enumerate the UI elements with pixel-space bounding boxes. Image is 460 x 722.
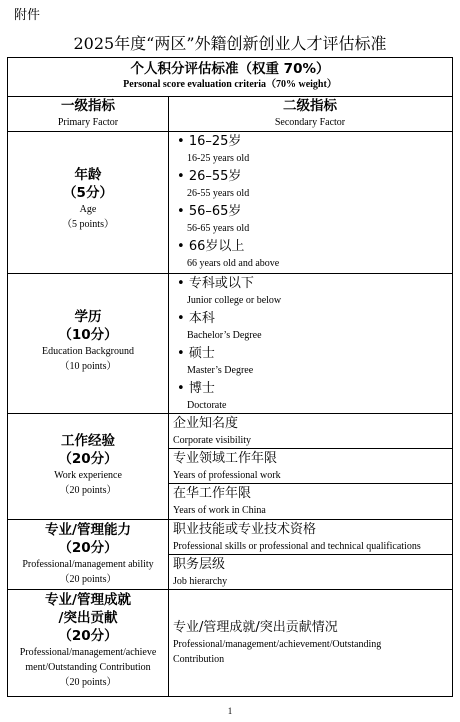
row-divider	[8, 589, 452, 590]
column-header-primary-en: Primary Factor	[57, 117, 119, 128]
item-label: 博士	[188, 381, 215, 396]
factor-name-zh: 工作经验	[61, 433, 115, 449]
factor-name-en: Work experience	[54, 470, 122, 481]
factor-points-en: （20 points）	[59, 485, 117, 496]
list-item-zh: • 本科	[177, 311, 215, 326]
subrow-divider	[168, 554, 452, 555]
list-item-en: Master’s Degree	[187, 365, 254, 376]
column-header-secondary-en: Secondary Factor	[274, 117, 346, 128]
factor-name-en: Education Background	[42, 346, 134, 357]
factor-name-en: Age	[79, 204, 97, 215]
secondary-item-en: Contribution	[173, 654, 225, 665]
row-divider	[8, 519, 452, 520]
list-item-zh: • 56–65岁	[177, 204, 242, 219]
item-label: 56–65岁	[188, 204, 242, 219]
list-item-zh: • 硕士	[177, 346, 215, 361]
factor-points-en: （10 points）	[59, 361, 117, 372]
factor-points-zh: （20分）	[58, 628, 118, 644]
item-label: 本科	[188, 311, 215, 326]
attachment-label: 附件	[14, 8, 41, 23]
factor-name-en: Professional/management ability	[22, 559, 154, 570]
table-header-en: Personal score evaluation criteria（70% weight）	[123, 79, 337, 90]
factor-name-zh: /突出贡献	[58, 610, 118, 626]
secondary-item-zh: 专业领域工作年限	[173, 451, 278, 466]
secondary-list-education	[173, 275, 453, 413]
list-item	[177, 238, 453, 271]
item-label: 66岁以上	[188, 239, 245, 254]
list-item-en: Junior college or below	[187, 295, 282, 306]
list-item-zh: • 专科或以下	[177, 276, 254, 291]
factor-points-en: （20 points）	[59, 574, 117, 585]
secondary-item-en: Corporate visibility	[173, 435, 252, 446]
factor-name-en: ment/Outstanding Contribution	[25, 662, 151, 673]
list-item-en: 26-55 years old	[187, 188, 250, 199]
column-header-primary	[8, 97, 168, 130]
primary-factor-achievement	[8, 591, 168, 690]
secondary-item-en: Professional skills or professional and technical qualifications	[173, 541, 421, 552]
list-item	[177, 168, 453, 201]
secondary-item	[173, 450, 453, 483]
factor-points-en: （5 points）	[62, 219, 114, 230]
secondary-item-en: Professional/management/achievement/Outstanding	[173, 639, 382, 650]
secondary-item-zh: 职业技能或专业技术资格	[173, 522, 317, 537]
list-item-en: 56-65 years old	[187, 223, 250, 234]
factor-points-zh: （10分）	[58, 327, 118, 343]
primary-factor-professional-ability	[8, 521, 168, 587]
factor-name-zh: 学历	[74, 309, 102, 325]
row-divider	[8, 273, 452, 274]
secondary-item-en: Job hierarchy	[173, 576, 228, 587]
list-item	[177, 133, 453, 166]
factor-points-en: （20 points）	[59, 677, 117, 688]
item-label: 16–25岁	[188, 134, 242, 149]
secondary-item-zh: 企业知名度	[173, 416, 239, 431]
secondary-item-zh: 职务层级	[173, 557, 226, 572]
secondary-item-zh: 专业/管理成就/突出贡献情况	[173, 620, 338, 635]
list-item-zh: • 博士	[177, 381, 215, 396]
list-item-en: Bachelor’s Degree	[187, 330, 262, 341]
list-item-en: 66 years old and above	[187, 258, 280, 269]
list-item-en: Doctorate	[187, 400, 227, 411]
subrow-divider	[168, 483, 452, 484]
table-header	[8, 60, 452, 92]
secondary-item-en: Years of professional work	[173, 470, 281, 481]
factor-name-en: Professional/management/achieve	[19, 647, 157, 658]
factor-points-zh: （20分）	[58, 451, 118, 467]
page-number: 1	[227, 706, 233, 716]
secondary-item	[173, 521, 453, 554]
list-item-zh: • 26–55岁	[177, 169, 242, 184]
secondary-item-en: Years of work in China	[173, 505, 266, 516]
secondary-item	[173, 619, 453, 667]
list-item	[177, 380, 453, 413]
list-item	[177, 203, 453, 236]
document-title: 2025年度“两区”外籍创新创业人才评估标准	[73, 34, 387, 53]
item-label: 专科或以下	[188, 276, 254, 291]
list-item	[177, 275, 453, 308]
secondary-item	[173, 485, 453, 518]
factor-name-zh: 专业/管理成就	[45, 592, 131, 608]
secondary-item	[173, 415, 453, 448]
list-item	[177, 345, 453, 378]
factor-points-zh: （5分）	[63, 185, 113, 201]
item-label: 26–55岁	[188, 169, 242, 184]
secondary-list-age	[173, 133, 453, 271]
row-divider	[8, 131, 452, 132]
factor-name-zh: 专业/管理能力	[45, 522, 131, 538]
table-header-zh: 个人积分评估标准（权重 70%）	[130, 61, 330, 77]
evaluation-table	[7, 57, 453, 697]
subrow-divider	[168, 448, 452, 449]
primary-factor-work-experience	[8, 432, 168, 498]
list-item-zh: • 16–25岁	[177, 134, 242, 149]
primary-factor-age	[8, 166, 168, 232]
column-header-primary-zh: 一级指标	[61, 98, 115, 114]
column-header-secondary-zh: 二级指标	[283, 98, 337, 114]
primary-factor-education	[8, 308, 168, 374]
list-item	[177, 310, 453, 343]
secondary-item	[173, 556, 453, 589]
factor-points-zh: （20分）	[58, 540, 118, 556]
list-item-zh: • 66岁以上	[177, 239, 245, 254]
column-divider	[168, 96, 169, 696]
column-header-secondary	[168, 97, 452, 130]
secondary-item-zh: 在华工作年限	[173, 486, 252, 501]
item-label: 硕士	[188, 346, 215, 361]
row-divider	[8, 413, 452, 414]
list-item-en: 16-25 years old	[187, 153, 250, 164]
factor-name-zh: 年龄	[74, 167, 102, 183]
